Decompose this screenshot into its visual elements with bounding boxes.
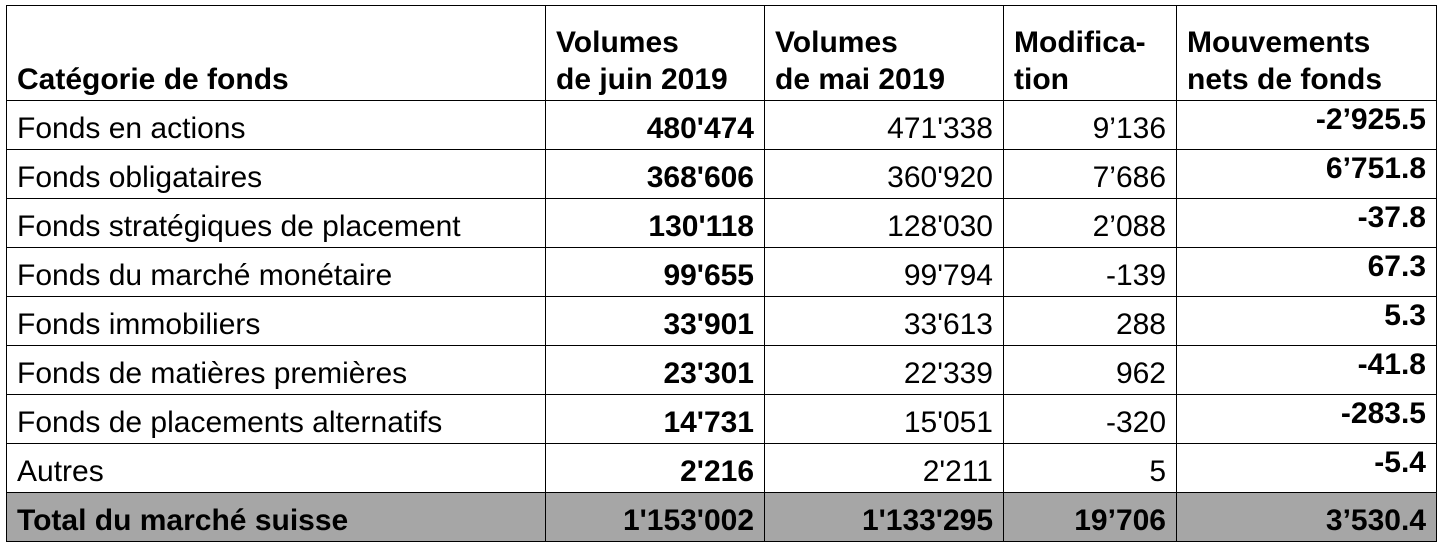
may-volume-cell: 360'920 bbox=[765, 150, 1004, 199]
change-cell: 7’686 bbox=[1004, 150, 1177, 199]
june-volume-cell: 23'301 bbox=[546, 346, 765, 395]
table-row bbox=[7, 101, 1437, 150]
june-volume-cell: 2'216 bbox=[546, 444, 765, 493]
table-row bbox=[7, 199, 1437, 248]
net-flows-cell: 5.3 bbox=[1177, 297, 1437, 346]
net-flows-cell: -41.8 bbox=[1177, 346, 1437, 395]
table-row bbox=[7, 444, 1437, 493]
total-june-volume-cell: 1'153'002 bbox=[546, 493, 765, 542]
total-category-cell: Total du marché suisse bbox=[7, 493, 546, 542]
net-flows-cell: -5.4 bbox=[1177, 444, 1437, 493]
may-volume-cell: 2'211 bbox=[765, 444, 1004, 493]
total-change-cell: 19’706 bbox=[1004, 493, 1177, 542]
may-volume-cell: 22'339 bbox=[765, 346, 1004, 395]
change-cell: 5 bbox=[1004, 444, 1177, 493]
net-flows-cell: -37.8 bbox=[1177, 199, 1437, 248]
change-cell: 962 bbox=[1004, 346, 1177, 395]
net-flows-cell: -283.5 bbox=[1177, 395, 1437, 444]
june-volume-cell: 130'118 bbox=[546, 199, 765, 248]
category-cell: Fonds de placements alternatifs bbox=[7, 395, 546, 444]
header-net-flows: Mouvements nets de fonds bbox=[1177, 6, 1437, 101]
category-cell: Fonds en actions bbox=[7, 101, 546, 150]
june-volume-cell: 14'731 bbox=[546, 395, 765, 444]
change-cell: 9’136 bbox=[1004, 101, 1177, 150]
header-row bbox=[7, 6, 1437, 101]
change-cell: -320 bbox=[1004, 395, 1177, 444]
header-change: Modifica- tion bbox=[1004, 6, 1177, 101]
total-may-volume-cell: 1'133'295 bbox=[765, 493, 1004, 542]
june-volume-cell: 99'655 bbox=[546, 248, 765, 297]
category-cell: Fonds de matières premières bbox=[7, 346, 546, 395]
header-june-volume: Volumes de juin 2019 bbox=[546, 6, 765, 101]
total-net-flows-cell: 3’530.4 bbox=[1177, 493, 1437, 542]
june-volume-cell: 33'901 bbox=[546, 297, 765, 346]
net-flows-cell: 67.3 bbox=[1177, 248, 1437, 297]
change-cell: 288 bbox=[1004, 297, 1177, 346]
may-volume-cell: 15'051 bbox=[765, 395, 1004, 444]
may-volume-cell: 99'794 bbox=[765, 248, 1004, 297]
change-cell: 2’088 bbox=[1004, 199, 1177, 248]
category-cell: Fonds immobiliers bbox=[7, 297, 546, 346]
fund-volumes-table bbox=[6, 5, 1437, 542]
june-volume-cell: 480'474 bbox=[546, 101, 765, 150]
table-row bbox=[7, 248, 1437, 297]
may-volume-cell: 128'030 bbox=[765, 199, 1004, 248]
net-flows-cell: -2’925.5 bbox=[1177, 101, 1437, 150]
table-row bbox=[7, 150, 1437, 199]
category-cell: Fonds stratégiques de placement bbox=[7, 199, 546, 248]
change-cell: -139 bbox=[1004, 248, 1177, 297]
net-flows-cell: 6’751.8 bbox=[1177, 150, 1437, 199]
category-cell: Fonds obligataires bbox=[7, 150, 546, 199]
june-volume-cell: 368'606 bbox=[546, 150, 765, 199]
table-row bbox=[7, 395, 1437, 444]
may-volume-cell: 471'338 bbox=[765, 101, 1004, 150]
header-category: Catégorie de fonds bbox=[7, 6, 546, 101]
may-volume-cell: 33'613 bbox=[765, 297, 1004, 346]
category-cell: Autres bbox=[7, 444, 546, 493]
table-row bbox=[7, 346, 1437, 395]
header-may-volume: Volumes de mai 2019 bbox=[765, 6, 1004, 101]
total-row bbox=[7, 493, 1437, 542]
table-row bbox=[7, 297, 1437, 346]
category-cell: Fonds du marché monétaire bbox=[7, 248, 546, 297]
